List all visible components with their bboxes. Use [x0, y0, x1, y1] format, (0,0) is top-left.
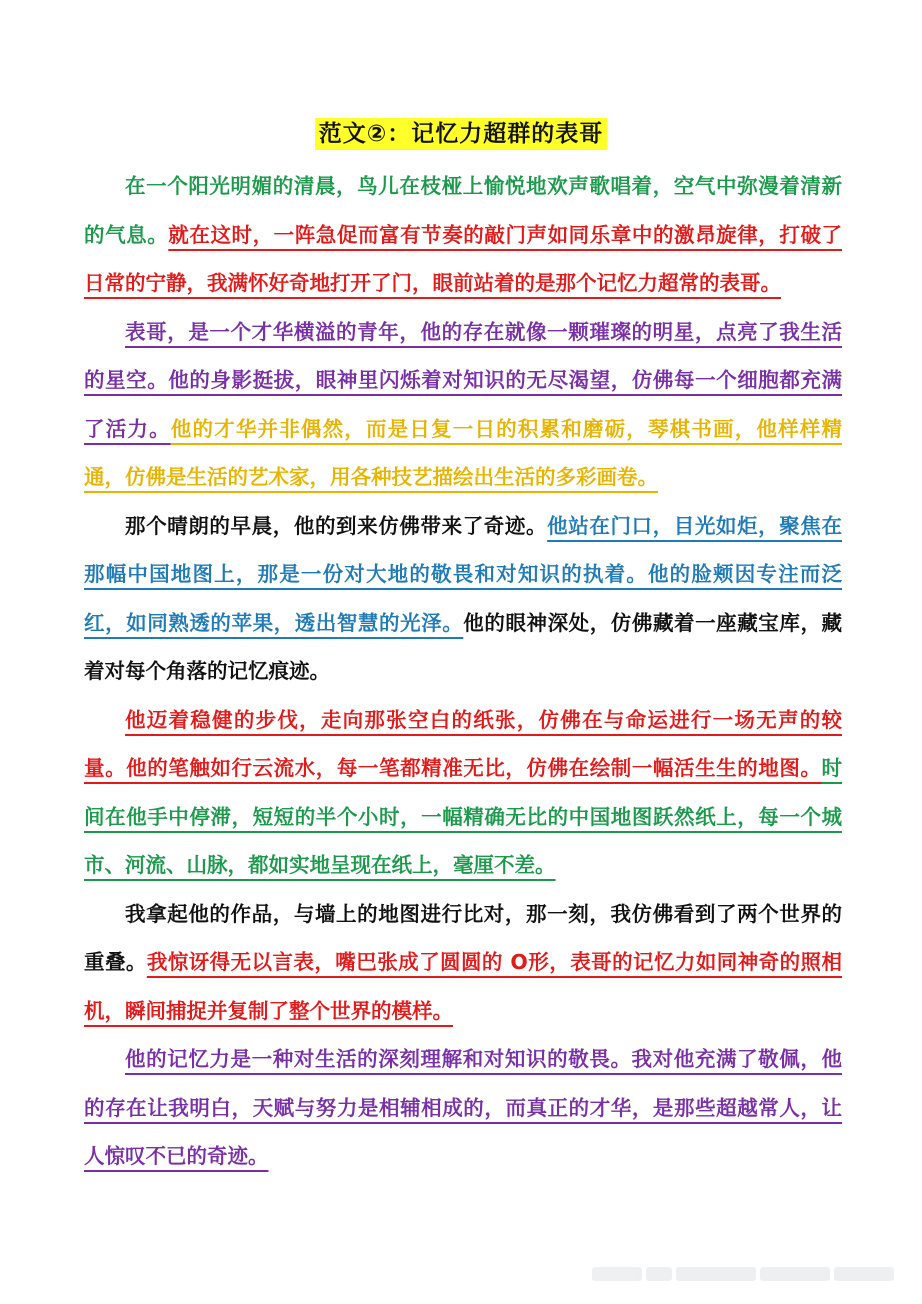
paragraph-5 [84, 890, 842, 1036]
watermark-block [834, 1267, 894, 1281]
essay-title: 范文②：记忆力超群的表哥 [315, 118, 607, 150]
watermark-strip [592, 1262, 898, 1286]
text-segment: 他的记忆力是一种对生活的深刻理解和对知识的敬畏。我对他充满了敬佩，他的存在让我明白，天赋与努力是相辅相成的，而真正的才华，是那些超越常人，让人惊叹不已的奇迹。 [84, 1047, 842, 1168]
text-segment: 就在这时，一阵急促而富有节奏的敲门声如同乐章中的激昂旋律，打破了日常的宁静，我满怀好奇地打开了门，眼前站着的是那个记忆力超常的表哥。 [84, 222, 843, 295]
watermark-block [676, 1267, 756, 1281]
text-segment: 他站在门口，目光如炬，聚焦在那幅中国地图上，那是一份对大地的敬畏和对知识的执着。他的脸颊因专注而泛红，如同熟透的苹果，透出智慧的光泽。 [84, 513, 843, 635]
paragraph-3 [84, 502, 842, 696]
watermark-block [646, 1267, 672, 1281]
text-segment: 表哥，是一个才华横溢的青年，他的存在就像一颗璀璨的明星，点亮了我生活的星空。他的身影挺拔，眼神里闪烁着对知识的无尽渴望，仿佛每一个细胞都充满了活力。 [84, 319, 842, 441]
watermark-block [592, 1267, 642, 1281]
paragraph-6 [84, 1035, 842, 1181]
title-wrap [0, 118, 922, 150]
text-segment: 我惊讶得无以言表，嘴巴张成了圆圆的 O形，表哥的记忆力如同神奇的照相机，瞬间捕捉并复制了整个世界的模样。 [84, 950, 842, 1023]
watermark-block [760, 1267, 830, 1281]
text-segment: 我拿起他的作品，与墙上的地图进行比对，那一刻，我仿佛看到了两个世界的重叠。 [84, 901, 842, 974]
text-segment: 时间在他手中停滞，短短的半个小时，一幅精确无比的中国地图跃然纸上，每一个城市、河流、山脉，都如实地呈现在纸上，毫厘不差。 [84, 756, 842, 877]
text-segment: 在一个阳光明媚的清晨，鸟儿在枝桠上愉悦地欢声歌唱着，空气中弥漫着清新的气息。 [84, 174, 842, 247]
paragraph-1 [84, 162, 842, 308]
paragraph-2 [84, 308, 842, 502]
text-segment: 那个晴朗的早晨，他的到来仿佛带来了奇迹。 [125, 513, 548, 538]
text-segment: 他的才华并非偶然，而是日复一日的积累和磨砺，琴棋书画，他样样精通，仿佛是生活的艺术家，用各种技艺描绘出生活的多彩画卷。 [84, 416, 842, 489]
text-segment: 他的眼神深处，仿佛藏着一座藏宝库，藏着对每个角落的记忆痕迹。 [84, 610, 843, 683]
essay-body [84, 162, 842, 1181]
text-segment: 他迈着稳健的步伐，走向那张空白的纸张，仿佛在与命运进行一场无声的较量。他的笔触如行云流水，每一笔都精准无比，仿佛在绘制一幅活生生的地图。 [84, 707, 842, 780]
paragraph-4 [84, 696, 842, 890]
